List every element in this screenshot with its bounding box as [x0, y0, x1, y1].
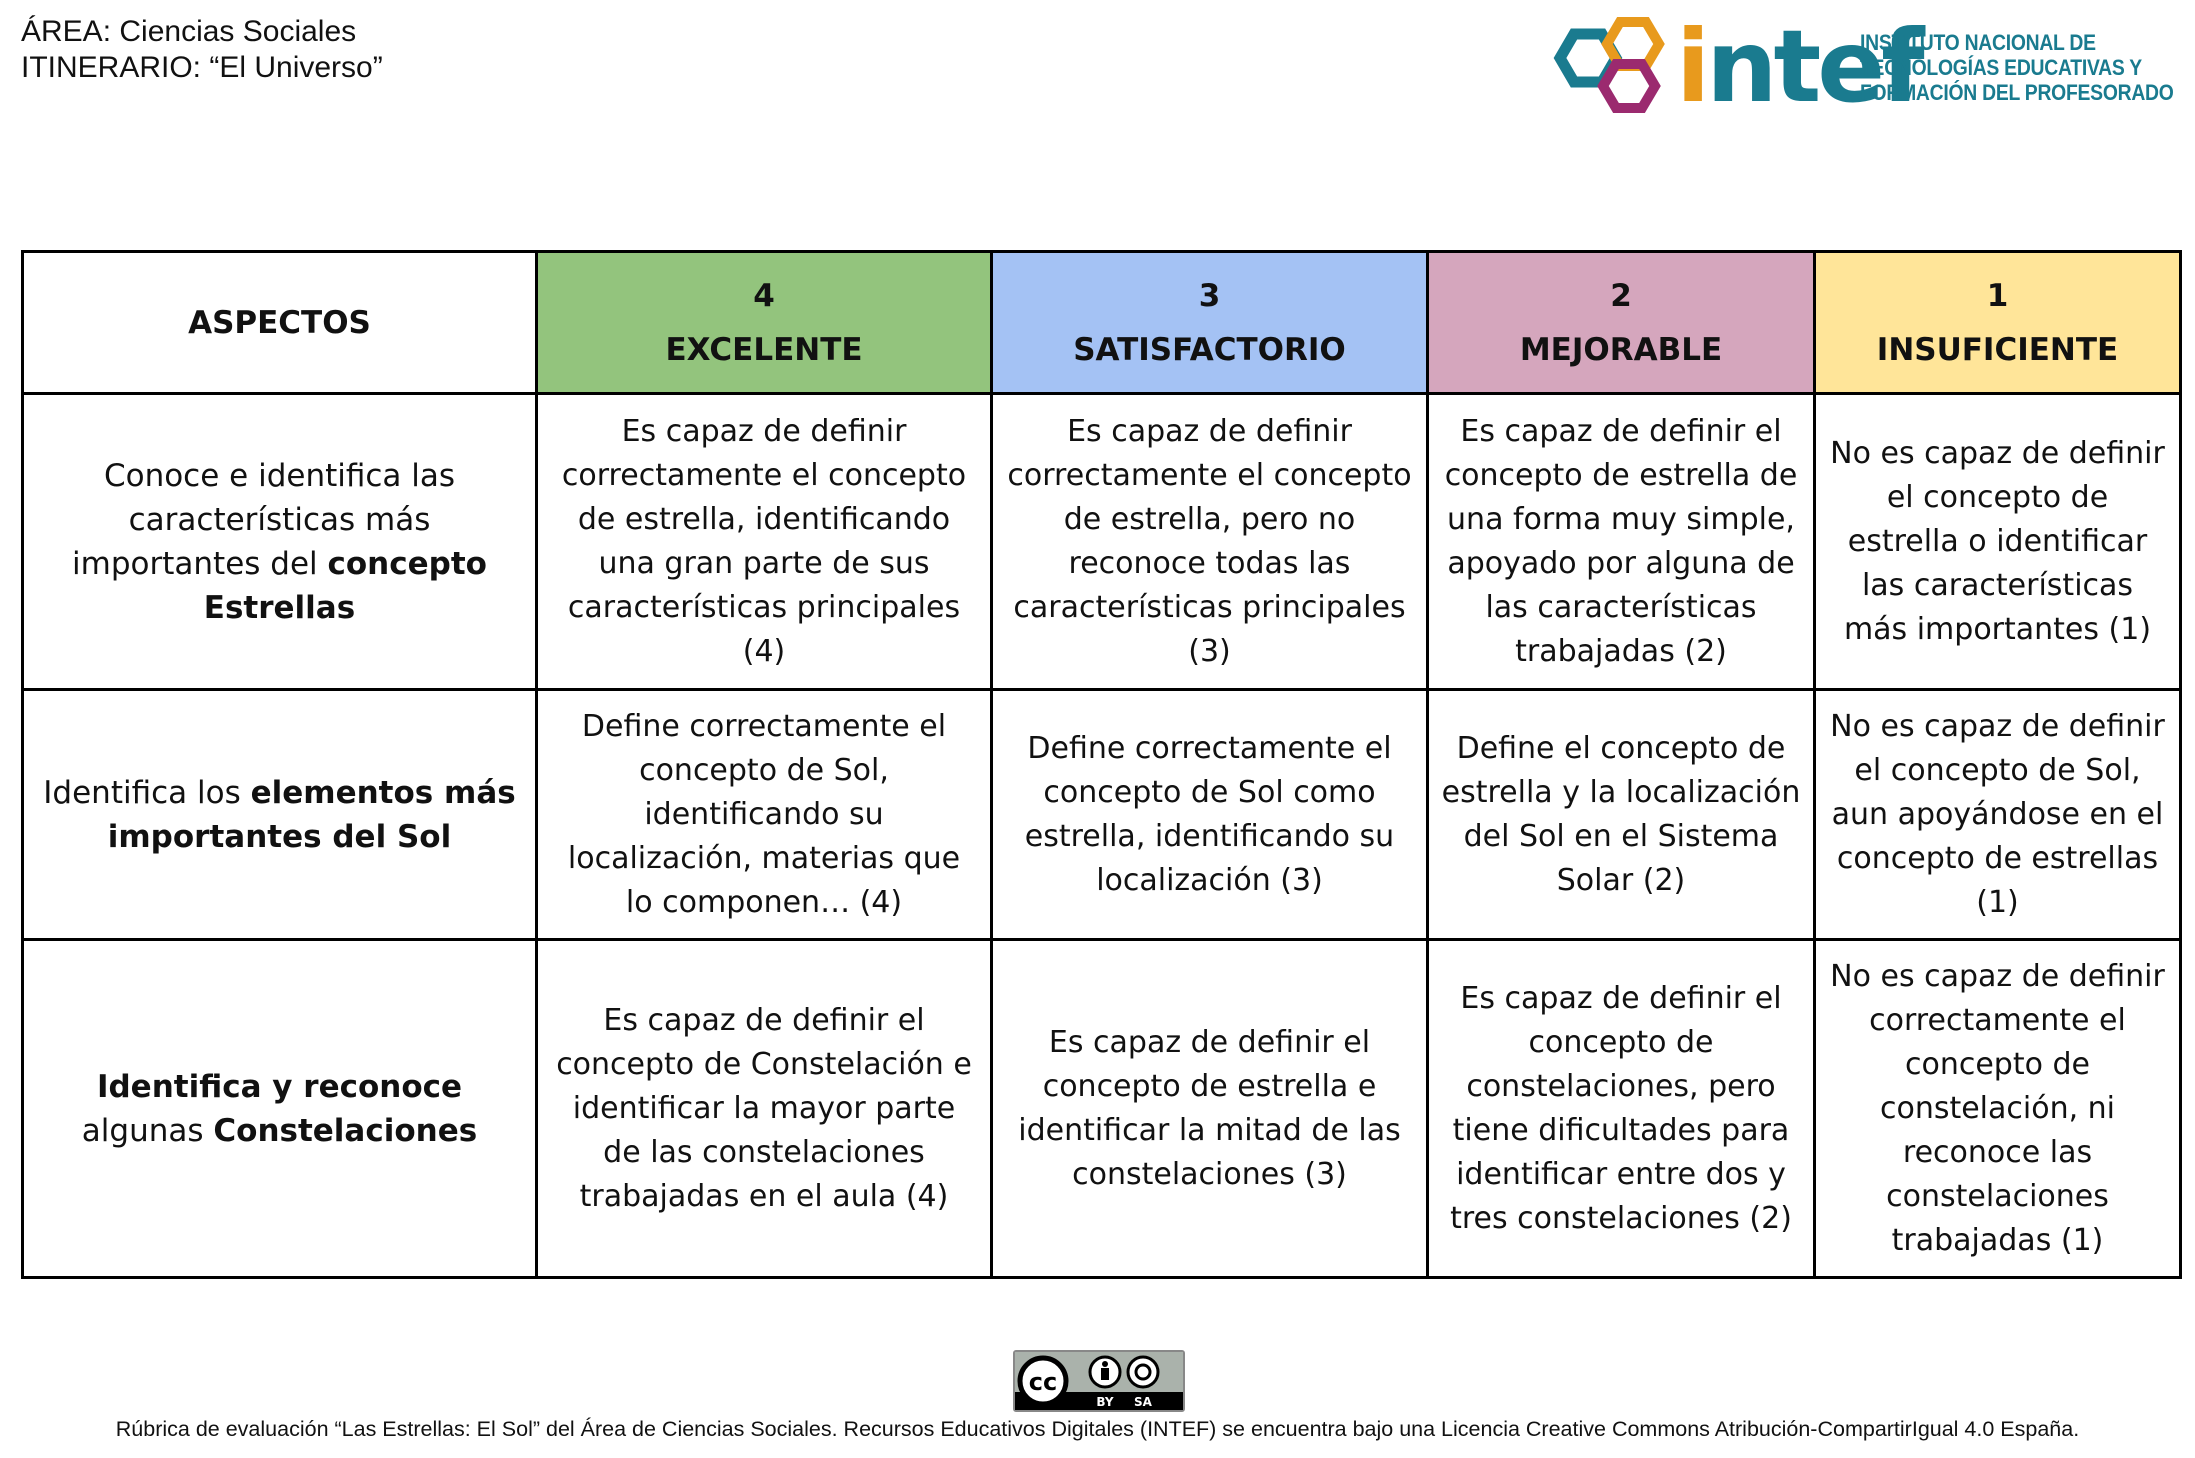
level-header-1 [1815, 252, 2181, 394]
sa-badge-text: SA [1134, 1395, 1152, 1409]
intef-wordmark: intef [1676, 8, 1921, 125]
license-footer: Rúbrica de evaluación “Las Estrellas: El Sol” del Área de Ciencias Sociales. Recursos Educativos Digitales (INTEF) se encuentra bajo una Licencia Creative Commons Atribución-CompartirIgual 4.0 España. [115, 1417, 2080, 1441]
level-label: MEJORABLE [1519, 331, 1723, 368]
level-label: SATISFACTORIO [1073, 331, 1346, 368]
table-header-row [23, 252, 2181, 394]
intef-subtitle-line: FORMACIÓN DEL PROFESORADO [1860, 80, 2174, 105]
level-score: 3 [1198, 277, 1221, 314]
table-row [23, 690, 2181, 940]
cc-license-icon [1015, 1352, 1183, 1410]
level-label: EXCELENTE [665, 331, 863, 368]
level-label: INSUFICIENTE [1876, 331, 2119, 368]
by-badge-text: BY [1096, 1395, 1114, 1409]
aspect-text: Conoce e identifica las características más importantes del [72, 457, 456, 582]
aspect-bold-text: elementos más importantes del Sol [107, 774, 516, 855]
aspect-bold-text: concepto Estrellas [203, 545, 487, 626]
rubric-cell: Define el concepto de estrella y la localización del Sol en el Sistema Solar (2) [1428, 690, 1815, 940]
rubric-cell: Es capaz de definir correctamente el concepto de estrella, identificando una gran parte de sus características principales (4) [537, 394, 992, 690]
rubric-cell: Es capaz de definir el concepto de constelaciones, pero tiene dificultades para identificar entre dos y tres constelaciones (2) [1428, 940, 1815, 1278]
level-score: 1 [1986, 277, 2009, 314]
level-header-3 [992, 252, 1428, 394]
cc-by-sa-badge[interactable] [1013, 1350, 1185, 1412]
intef-subtitle [1860, 30, 2174, 105]
document-header [21, 14, 383, 86]
rubric-cell: Es capaz de definir correctamente el concepto de estrella, pero no reconoce todas las características principales (3) [992, 394, 1428, 690]
aspects-header: ASPECTOS [23, 252, 537, 394]
level-score: 4 [753, 277, 775, 314]
intef-logo [1550, 8, 2174, 125]
aspect-text: Identifica los [43, 774, 251, 811]
cc-badge-text: cc [1028, 1368, 1058, 1396]
rubric-cell: Es capaz de definir el concepto de estrella e identificar la mitad de las constelaciones (3) [992, 940, 1428, 1278]
level-header-2 [1428, 252, 1815, 394]
aspect-text: algunas [81, 1112, 214, 1149]
rubric-cell: No es capaz de definir el concepto de estrella o identificar las características más importantes (1) [1815, 394, 2181, 690]
rubric-cell: Define correctamente el concepto de Sol, identificando su localización, materias que lo componen… (4) [537, 690, 992, 940]
rubric-cell: Es capaz de definir el concepto de Constelación e identificar la mayor parte de las constelaciones trabajadas en el aula (4) [537, 940, 992, 1278]
aspect-cell [23, 940, 537, 1278]
itinerario-label: ITINERARIO: “El Universo” [21, 51, 383, 84]
rubric-cell: Define correctamente el concepto de Sol como estrella, identificando su localización (3) [992, 690, 1428, 940]
level-score: 2 [1610, 277, 1632, 314]
aspect-cell [23, 394, 537, 690]
level-header-4 [537, 252, 992, 394]
aspect-bold-text: Constelaciones [213, 1112, 478, 1149]
aspect-bold-text: Identifica y reconoce [96, 1068, 463, 1105]
rubric-cell: Es capaz de definir el concepto de estrella de una forma muy simple, apoyado por alguna de las características trabajadas (2) [1428, 394, 1815, 690]
wordmark-first-letter: i [1676, 8, 1707, 125]
rubric-table [21, 250, 2182, 1279]
aspect-cell [23, 690, 537, 940]
table-row [23, 394, 2181, 690]
rubric-cell: No es capaz de definir el concepto de Sol, aun apoyándose en el concepto de estrellas (1) [1815, 690, 2181, 940]
intef-subtitle-line: INSTITUTO NACIONAL DE [1860, 30, 2096, 55]
intef-subtitle-line: TECNOLOGÍAS EDUCATIVAS Y [1860, 55, 2142, 80]
intef-logo-icon [1550, 12, 1682, 122]
rubric-cell: No es capaz de definir correctamente el concepto de constelación, ni reconoce las constelaciones trabajadas (1) [1815, 940, 2181, 1278]
table-row [23, 940, 2181, 1278]
area-label: ÁREA: Ciencias Sociales [21, 15, 357, 48]
